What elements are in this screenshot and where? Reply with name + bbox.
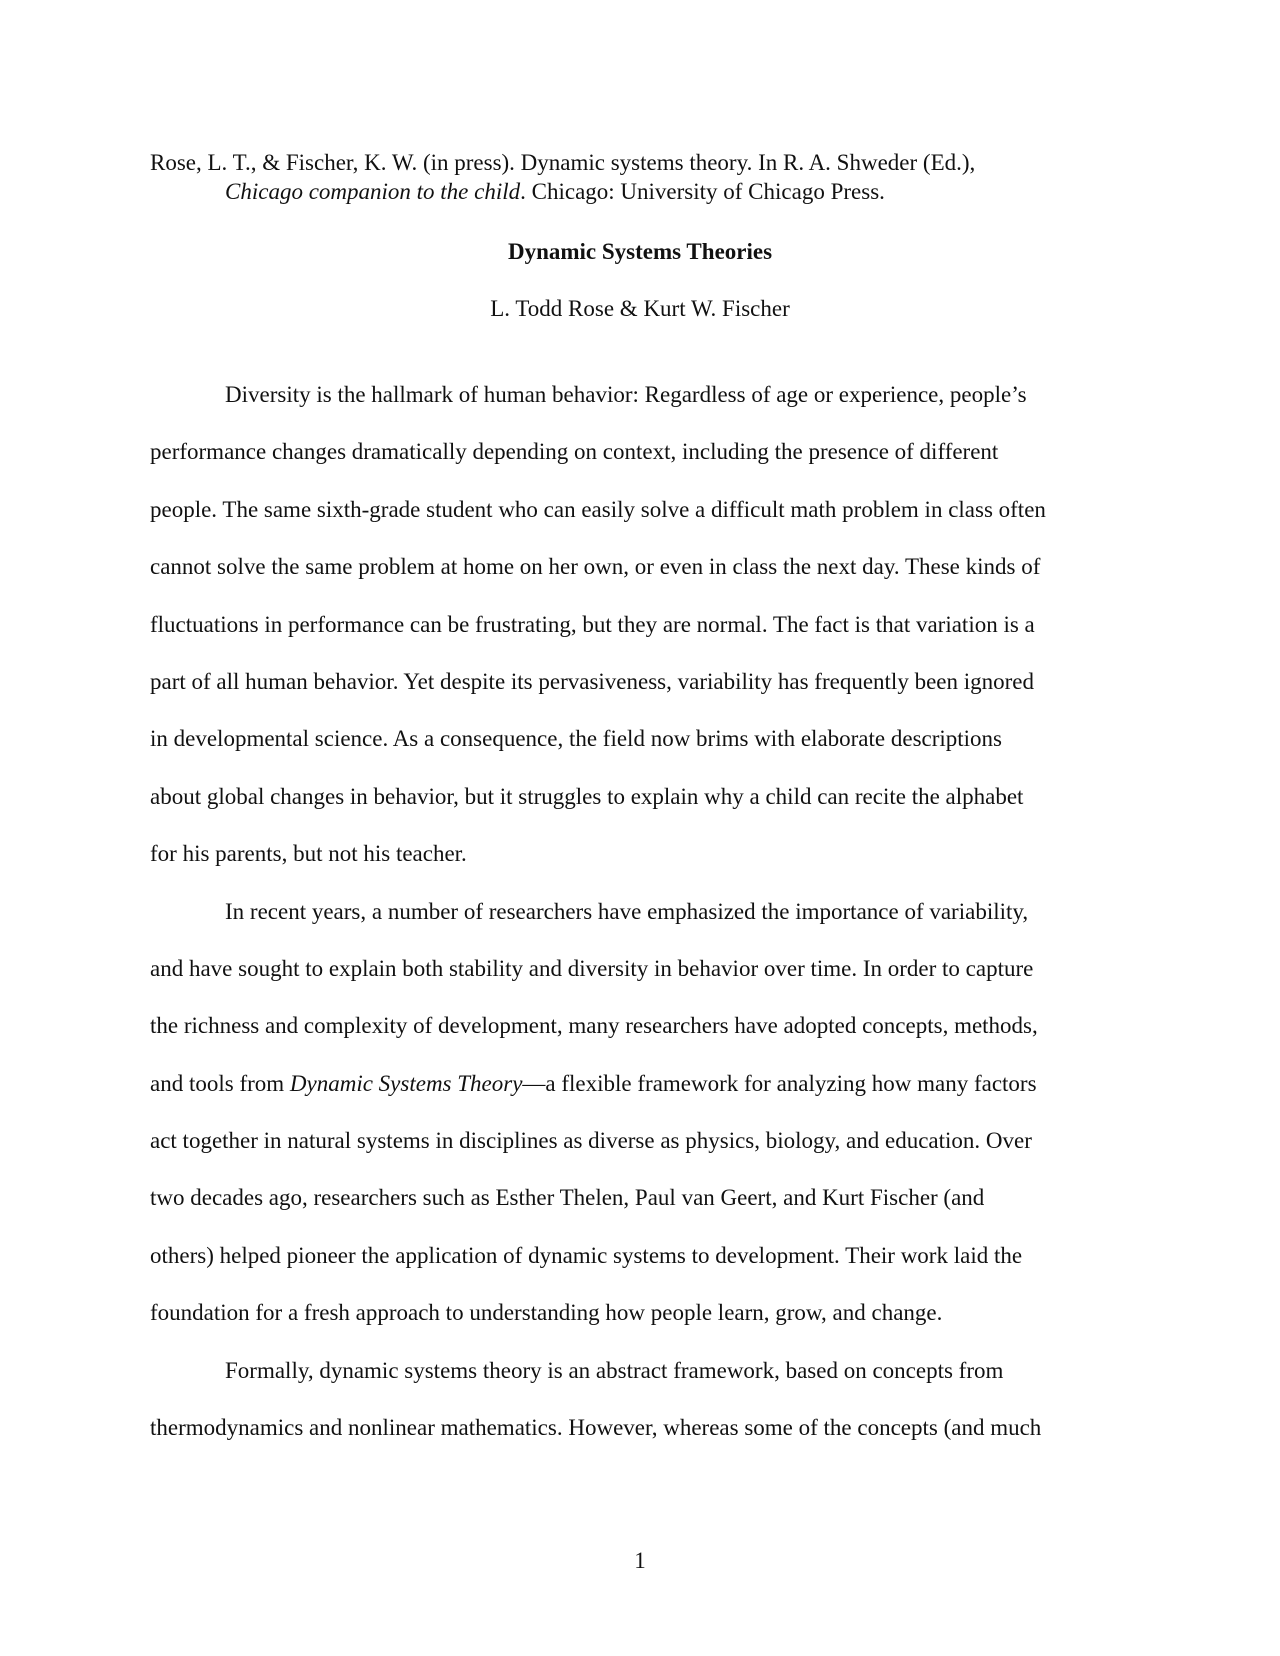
paragraph-2-line (150, 1069, 1130, 1126)
paragraph-1-line: cannot solve the same problem at home on her own, or even in class the next day. These kinds of (150, 554, 1041, 580)
dynamic-systems-theory-term: Dynamic Systems Theory (289, 1070, 523, 1096)
paragraph-2-line: the richness and complexity of development, many researchers have adopted concepts, methods, (150, 1013, 1038, 1039)
paragraph-1-line: fluctuations in performance can be frustrating, but they are normal. The fact is that variation is a (150, 611, 1035, 637)
paragraph-3-line: thermodynamics and nonlinear mathematics. However, whereas some of the concepts (and much (150, 1415, 1042, 1441)
paragraph-1-line: for his parents, but not his teacher. (150, 841, 467, 867)
body-text (150, 380, 1130, 1470)
citation-publisher: . Chicago: University of Chicago Press. (520, 179, 885, 204)
page-number: 1 (634, 1548, 646, 1573)
paragraph-2-line: and have sought to explain both stability and diversity in behavior over time. In order to capture (150, 955, 1034, 981)
citation-line-2 (150, 177, 1110, 206)
paragraph-2-line: In recent years, a number of researchers have emphasized the importance of variability, (225, 898, 1029, 924)
paragraph-1-line: people. The same sixth-grade student who can easily solve a difficult math problem in class often (150, 496, 1046, 522)
paragraph-2-line: foundation for a fresh approach to understanding how people learn, grow, and change. (150, 1300, 943, 1326)
paragraph-1-line: performance changes dramatically depending on context, including the presence of different (150, 439, 999, 465)
paragraph-2-text: and tools from (150, 1070, 290, 1096)
paragraph-2-line: act together in natural systems in disciplines as diverse as physics, biology, and education. Over (150, 1128, 1032, 1154)
paragraph-2-text: —a flexible framework for analyzing how many factors (522, 1070, 1037, 1096)
citation-line-1: Rose, L. T., & Fischer, K. W. (in press). Dynamic systems theory. In R. A. Shweder (Ed.), (150, 150, 976, 175)
paragraph-2-line: others) helped pioneer the application of dynamic systems to development. Their work laid the (150, 1242, 1023, 1268)
paper-title: Dynamic Systems Theories (507, 239, 773, 264)
paragraph-1-line: part of all human behavior. Yet despite its pervasiveness, variability has frequently been ignored (150, 668, 1034, 694)
citation-book-title: Chicago companion to the child (225, 179, 521, 204)
paragraph-3-line: Formally, dynamic systems theory is an abstract framework, based on concepts from (225, 1357, 1004, 1383)
citation-reference (150, 148, 1110, 206)
paper-authors: L. Todd Rose & Kurt W. Fischer (490, 296, 790, 321)
paragraph-1-line: about global changes in behavior, but it struggles to explain why a child can recite the alphabet (150, 783, 1024, 809)
paragraph-1-line: in developmental science. As a consequence, the field now brims with elaborate descriptions (150, 726, 1003, 752)
paragraph-2-line: two decades ago, researchers such as Esther Thelen, Paul van Geert, and Kurt Fischer (and (150, 1185, 985, 1211)
paragraph-1-line: Diversity is the hallmark of human behavior: Regardless of age or experience, people’s (225, 382, 1027, 407)
